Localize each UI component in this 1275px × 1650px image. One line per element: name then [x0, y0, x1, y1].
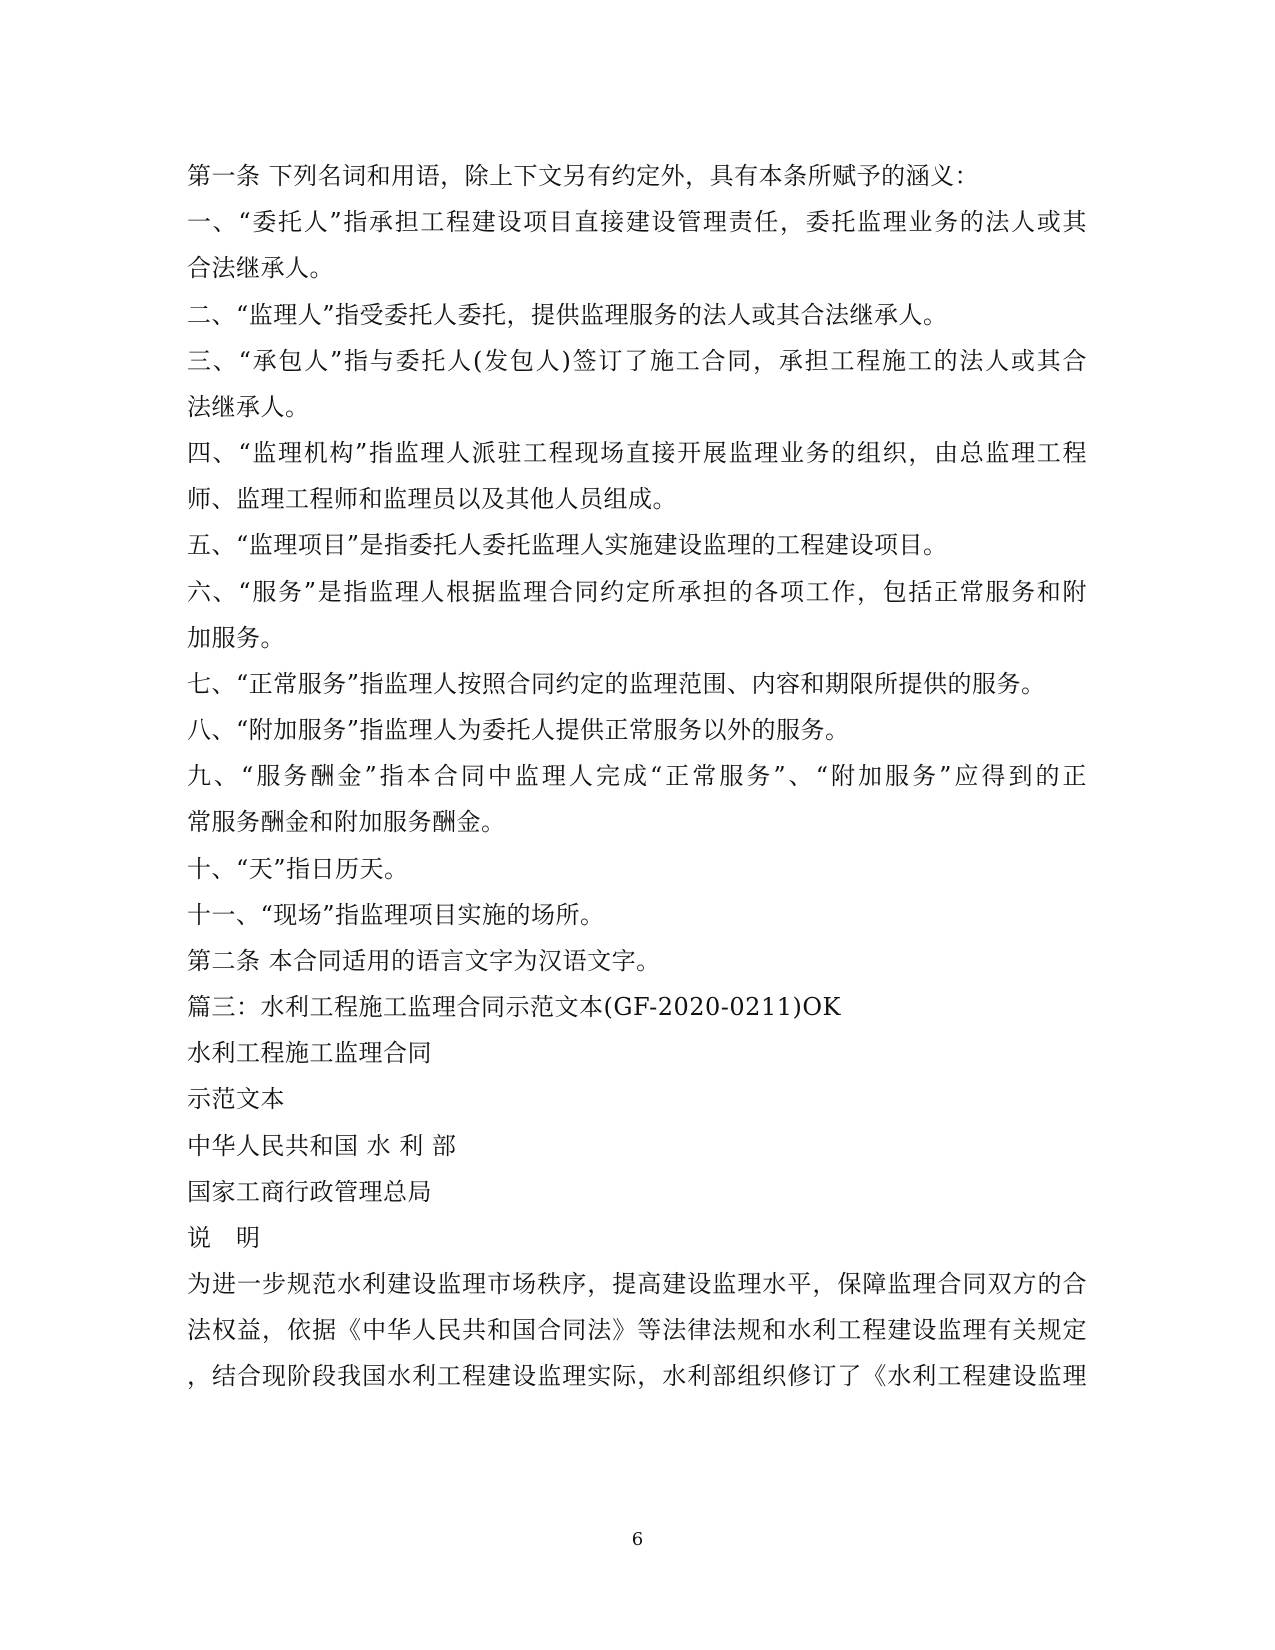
definition-7: 七、“正常服务”指监理人按照合同约定的监理范围、内容和期限所提供的服务。 — [187, 670, 1046, 698]
definition-5: 五、“监理项目”是指委托人委托监理人实施建设监理的工程建设项目。 — [187, 531, 948, 559]
article-2: 第二条 本合同适用的语言文字为汉语文字。 — [187, 947, 661, 975]
definition-1-line-2: 合法继承人。 — [187, 254, 334, 282]
article-1-heading: 第一条 下列名词和用语，除上下文另有约定外，具有本条所赋予的涵义： — [187, 162, 980, 190]
definition-3-line-1: 三、“承包人”指与委托人(发包人)签订了施工合同，承担工程施工的法人或其合 — [187, 347, 1087, 375]
definition-4-line-1: 四、“监理机构”指监理人派驻工程现场直接开展监理业务的组织，由总监理工程 — [187, 439, 1087, 467]
definition-8: 八、“附加服务”指监理人为委托人提供正常服务以外的服务。 — [187, 716, 850, 744]
definition-10: 十、“天”指日历天。 — [187, 855, 409, 883]
explanation-heading: 说 明 — [187, 1224, 261, 1252]
contract-title: 水利工程施工监理合同 — [187, 1039, 432, 1067]
definition-3-line-2: 法继承人。 — [187, 393, 310, 421]
definition-1-line-1: 一、“委托人”指承担工程建设项目直接建设管理责任，委托监理业务的法人或其 — [187, 208, 1087, 236]
contract-subtitle: 示范文本 — [187, 1085, 285, 1113]
definition-6-line-2: 加服务。 — [187, 624, 285, 652]
explanation-line-3: ，结合现阶段我国水利工程建设监理实际，水利部组织修订了《水利工程建设监理 — [187, 1362, 1087, 1390]
definition-6-line-1: 六、“服务”是指监理人根据监理合同约定所承担的各项工作，包括正常服务和附 — [187, 578, 1087, 606]
issuer-ministry: 中华人民共和国 水 利 部 — [187, 1132, 457, 1160]
definition-4-line-2: 师、监理工程师和监理员以及其他人员组成。 — [187, 485, 677, 513]
definition-11: 十一、“现场”指监理项目实施的场所。 — [187, 901, 605, 929]
explanation-line-2: 法权益，依据《中华人民共和国合同法》等法律法规和水利工程建设监理有关规定 — [187, 1316, 1087, 1344]
issuer-administration: 国家工商行政管理总局 — [187, 1178, 432, 1206]
definition-2: 二、“监理人”指受委托人委托，提供监理服务的法人或其合法继承人。 — [187, 301, 948, 329]
definition-9-line-2: 常服务酬金和附加服务酬金。 — [187, 808, 506, 836]
section-3-heading: 篇三：水利工程施工监理合同示范文本(GF-2020-0211)OK — [187, 993, 841, 1021]
definition-9-line-1: 九、“服务酬金”指本合同中监理人完成“正常服务”、“附加服务”应得到的正 — [187, 762, 1087, 790]
page-number: 6 — [631, 1529, 644, 1550]
explanation-line-1: 为进一步规范水利建设监理市场秩序，提高建设监理水平，保障监理合同双方的合 — [187, 1270, 1087, 1298]
